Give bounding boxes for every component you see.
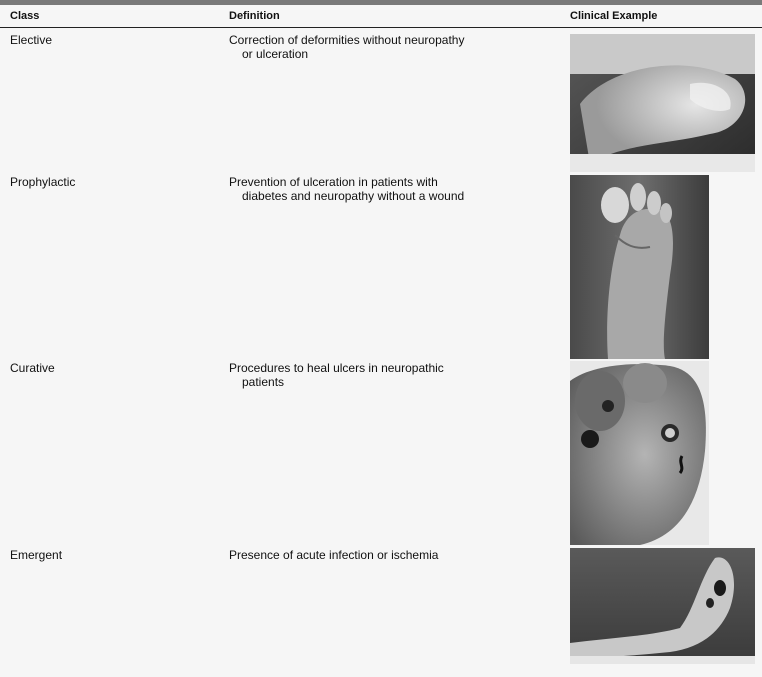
row-elective-definition: Correction of deformities without neuropathy or ulceration <box>229 33 465 61</box>
row-emergent-definition: Presence of acute infection or ischemia <box>229 548 439 562</box>
row-emergent-class: Emergent <box>10 548 63 562</box>
top-rule <box>0 0 762 5</box>
header-divider <box>0 27 762 28</box>
header-clinical-example: Clinical Example <box>570 10 658 22</box>
row-elective-class: Elective <box>10 33 53 47</box>
foot-photo-prophylactic <box>570 175 709 359</box>
row-prophylactic-definition: Prevention of ulceration in patients with diabetes and neuropathy without a wound <box>229 175 465 203</box>
foot-photo-deformity <box>570 34 755 172</box>
header-class: Class <box>10 10 40 22</box>
row-prophylactic-class: Prophylactic <box>10 175 76 189</box>
foot-photo-ulcer <box>570 361 709 545</box>
row-curative-definition: Procedures to heal ulcers in neuropathic patients <box>229 361 444 389</box>
foot-photo-gangrene <box>570 548 755 664</box>
row-curative-class: Curative <box>10 361 55 375</box>
header-definition: Definition <box>229 10 280 22</box>
